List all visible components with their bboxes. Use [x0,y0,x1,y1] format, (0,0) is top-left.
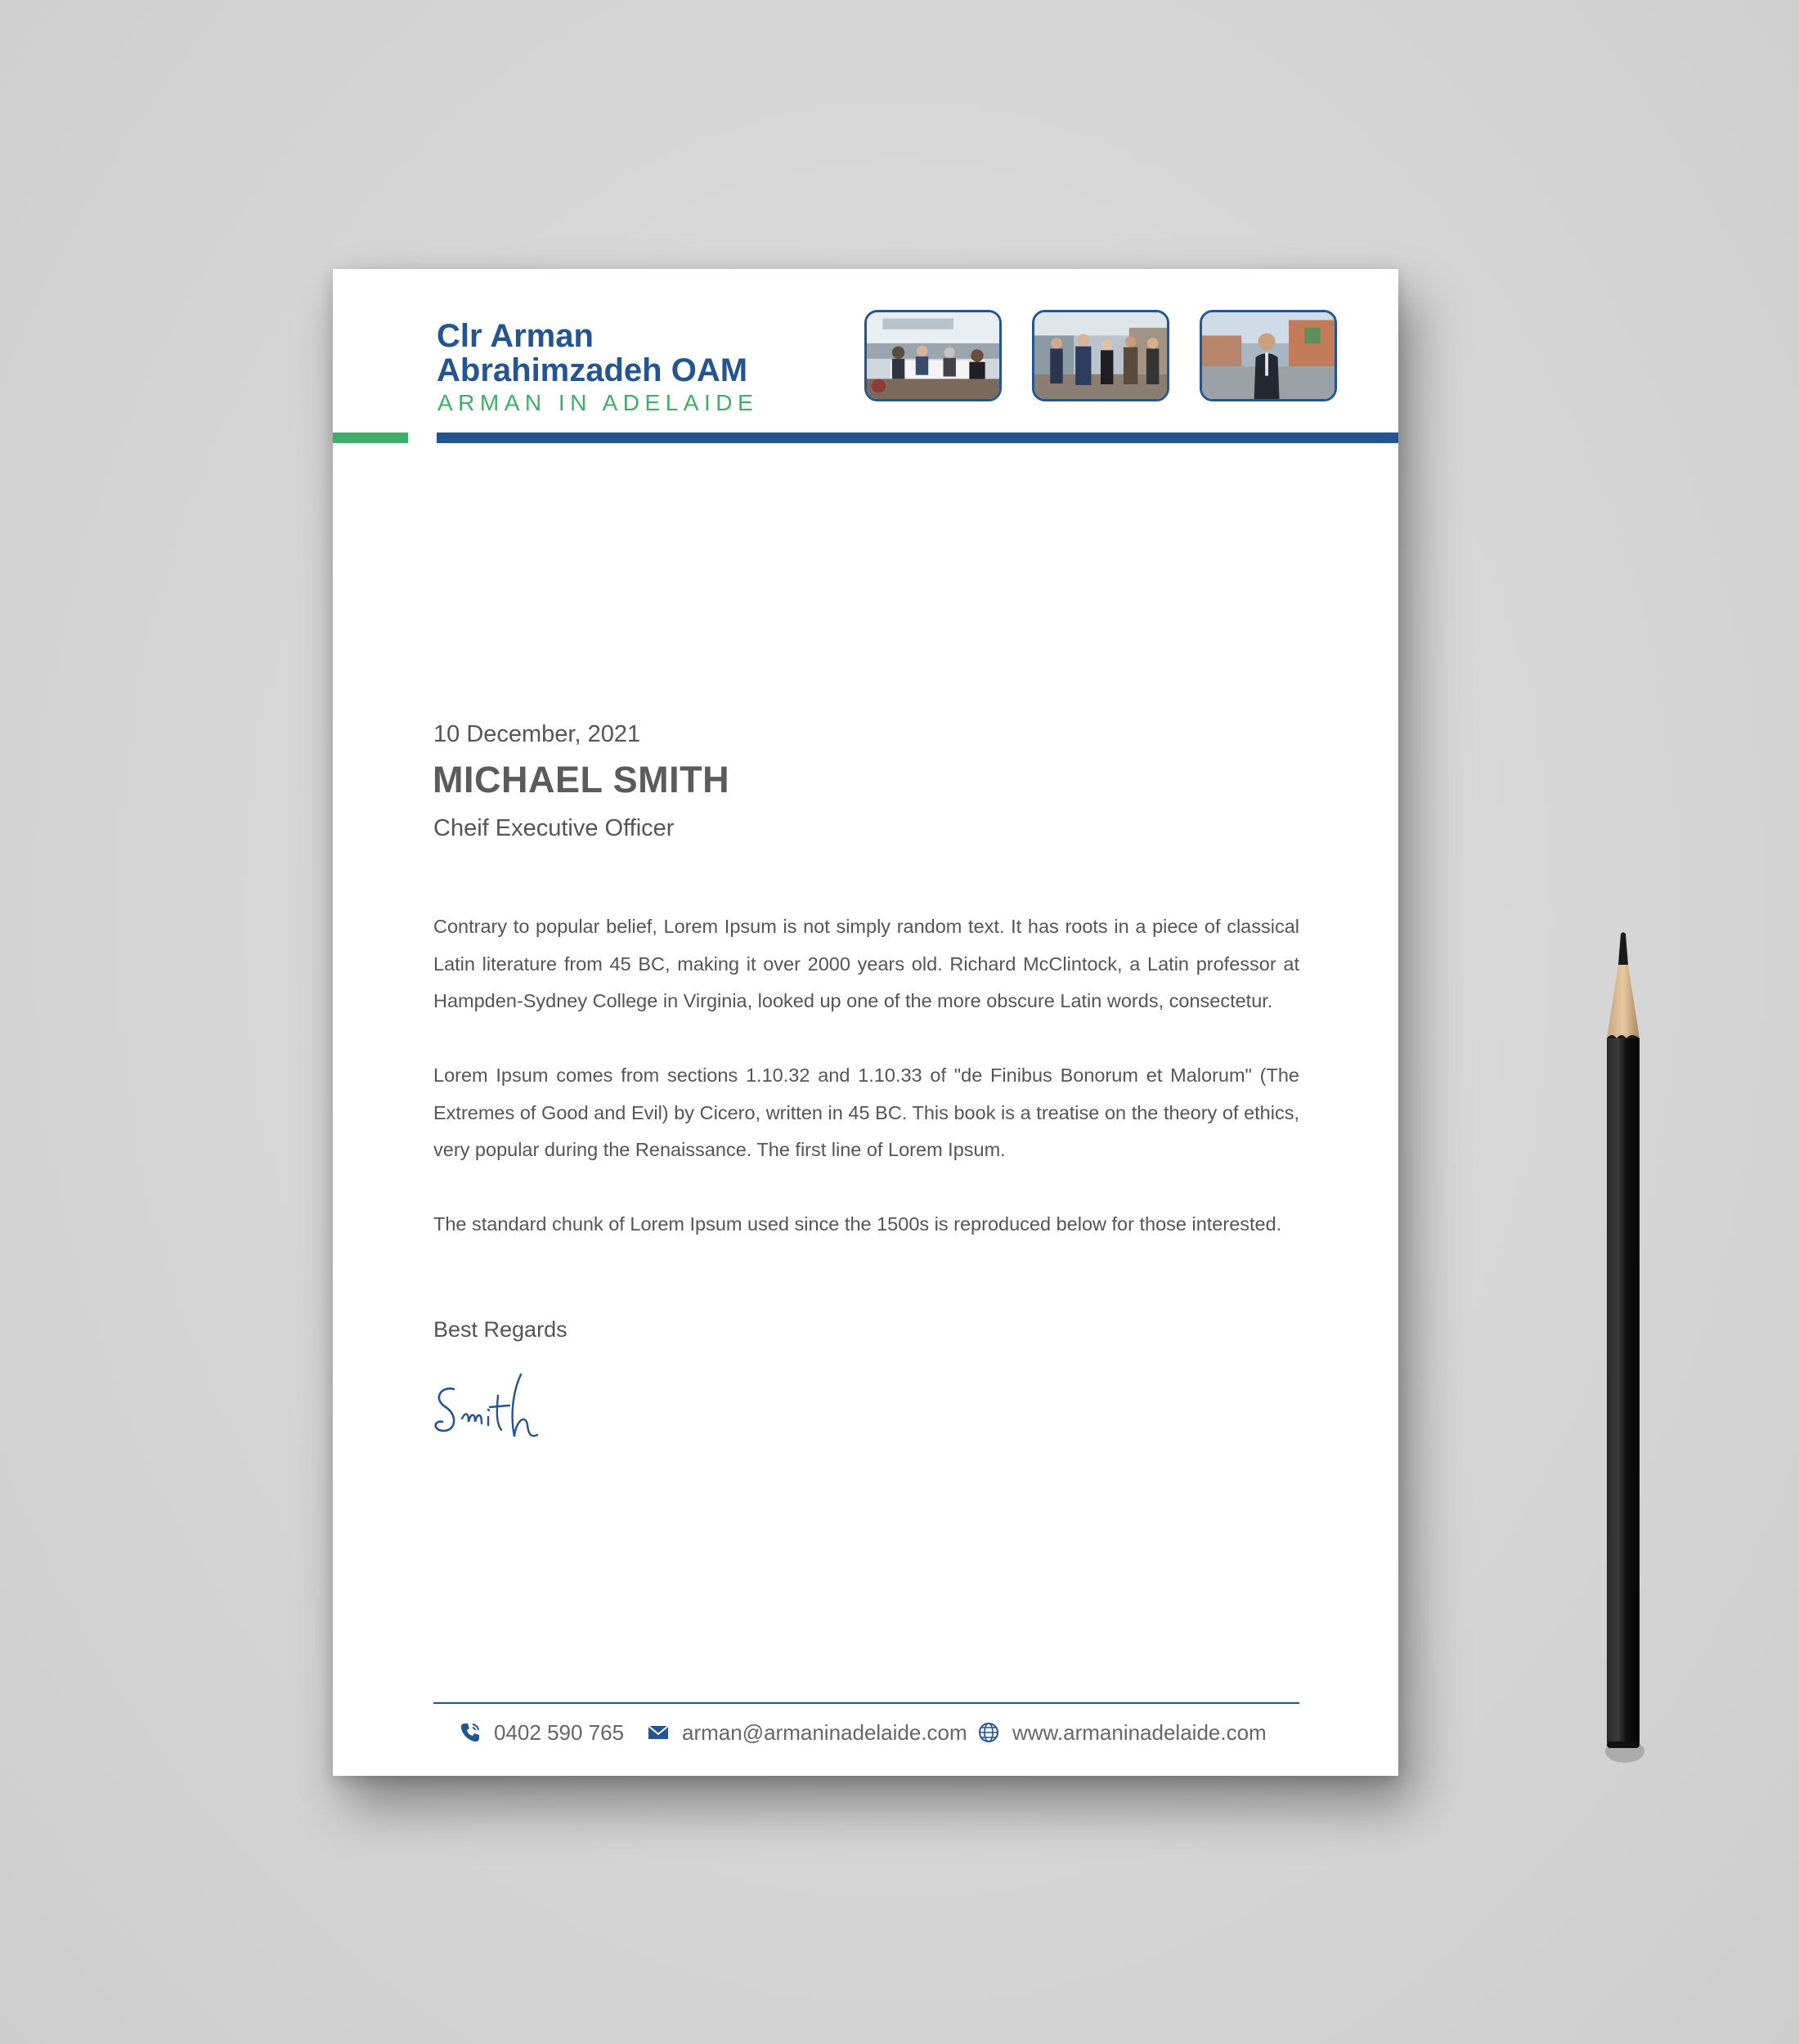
tagline: ARMAN IN ADELAIDE [437,390,759,415]
sender-name-line-1: Clr Arman [437,318,594,354]
phone-icon [458,1720,482,1745]
signature [429,1371,552,1453]
photo-meeting [864,310,1002,401]
recipient-name: MICHAEL SMITH [433,759,730,800]
accent-bar-blue [437,433,1398,443]
body-paragraph-3: The standard chunk of Lorem Ipsum used since the 1500s is reproduced below for those interested. [433,1213,1282,1235]
accent-bar-green [333,433,408,443]
phone-number: 0402 590 765 [494,1719,625,1745]
pencil [1599,932,1648,1770]
body-paragraph-1: Contrary to popular belief, Lorem Ipsum is not simply random text. It has roots in a piece of classical Latin literature from 45 BC, making it over 2000 years old. Richard McClintock, a Latin professor at Hampden-Sydney College in Virginia, looked up one of the more obscure Latin words, consectetur. [433,916,1299,1011]
mail-icon [646,1720,671,1745]
globe-icon [976,1720,1001,1745]
recipient-title: Cheif Executive Officer [433,815,675,841]
footer-phone [458,1716,624,1749]
email-address: arman@armaninadelaide.com [682,1719,967,1745]
photo-portrait [1200,310,1337,401]
sender-name-line-2: Abrahimzadeh OAM [437,352,748,388]
footer-divider [433,1702,1299,1704]
body-paragraph-2: Lorem Ipsum comes from sections 1.10.32 and 1.10.33 of "de Finibus Bonorum et Malorum" (The Extremes of Good and Evil) by Cicero, written in 45 BC. This book is a treatise on the theory of ethics, very popular during the Renaissance. The first line of Lorem Ipsum. [433,1065,1299,1160]
photo-group [1032,310,1169,401]
footer-website [976,1716,1267,1749]
footer-email [646,1716,967,1749]
closing-text: Best Regards [433,1317,568,1342]
letterhead-page [333,269,1398,1776]
website-url: www.armaninadelaide.com [1012,1719,1267,1745]
letter-date: 10 December, 2021 [433,721,641,747]
